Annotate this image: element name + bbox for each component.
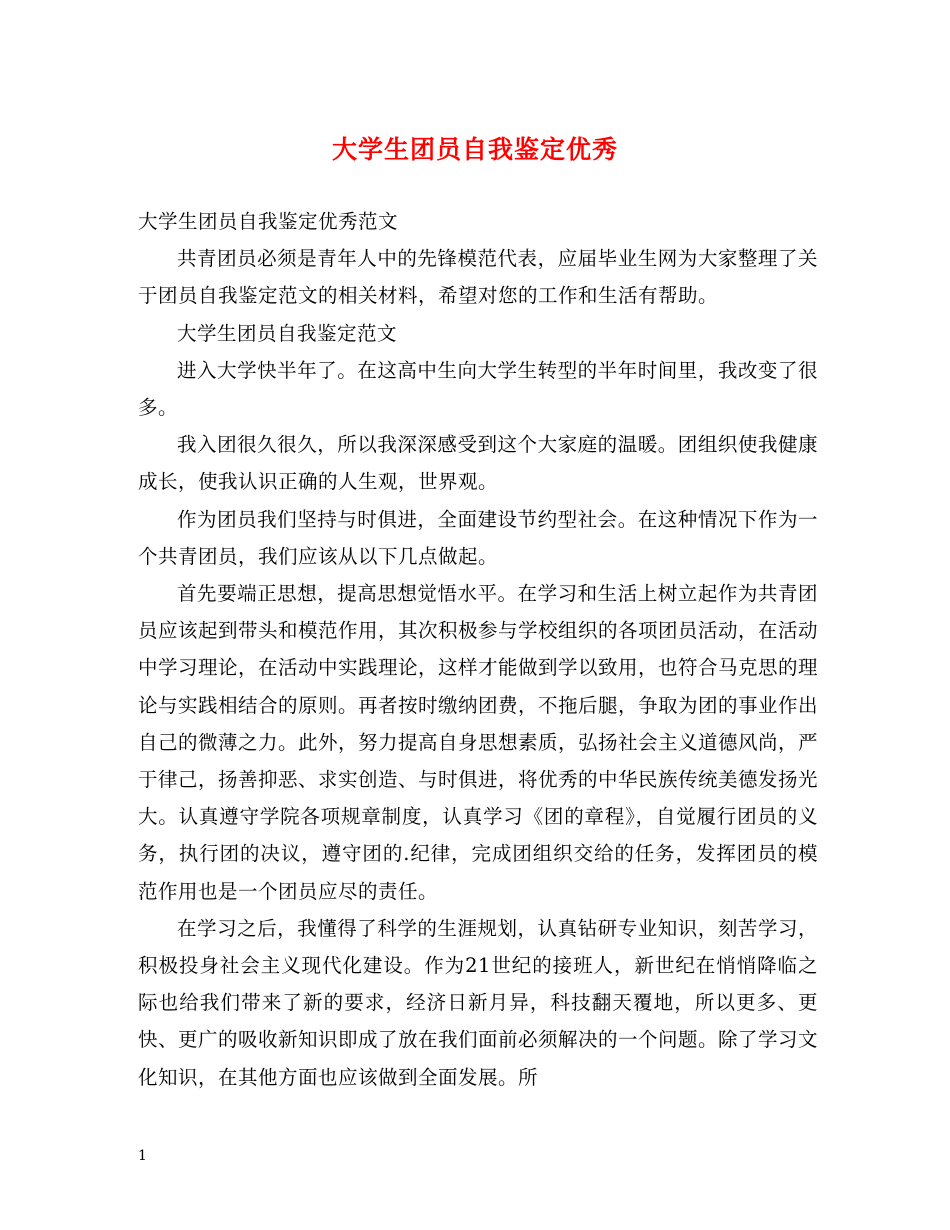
paragraph: 进入大学快半年了。在这高中生向大学生转型的半年时间里，我改变了很多。 [138, 358, 818, 420]
document-title: 大学生团员自我鉴定优秀 [331, 135, 618, 164]
paragraph: 我入团很久很久，所以我深深感受到这个大家庭的温暖。团组织使我健康成长，使我认识正确的人生观，世界观。 [138, 433, 818, 494]
paragraph: 首先要端正思想，提高思想觉悟水平。在学习和生活上树立起作为共青团员应该起到带头和模范作用，其次积极参与学校组织的各项团员活动，在活动中学习理论，在活动中实践理论，这样才能做到学以致用，也符合马克思的理论与实践相结合的原则。再者按时缴纳团费，不拖后腿，争取为团的事业作出自己的微薄之力。此外，努力提高自身思想素质，弘扬社会主义道德风尚，严于律己，扬善抑恶、求实创造、与时俱进，将优秀的中华民族传统美德发扬光大。认真遵守学院各项规章制度，认真学习《团的章程》，自觉履行团员的义务，执行团的决议，遵守团的.纪律，完成团组织交给的任务，发挥团员的模范作用也是一个团员应尽的责任。 [138, 582, 819, 903]
paragraph-section-heading: 大学生团员自我鉴定范文 [177, 321, 398, 345]
paragraph: 在学习之后，我懂得了科学的生涯规划，认真钻研专业知识，刻苦学习，积极投身社会主义现代化建设。作为21世纪的接班人，新世纪在悄悄降临之际也给我们带来了新的要求，经济日新月异，科技翻天覆地，所以更多、更快、更广的吸收新知识即成了放在我们面前必须解决的一个问题。除了学习文化知识，在其他方面也应该做到全面发展。所 [138, 916, 819, 1089]
paragraph-intro: 共青团员必须是青年人中的先锋模范代表，应届毕业生网为大家整理了关于团员自我鉴定范文的相关材料，希望对您的工作和生活有帮助。 [138, 247, 818, 308]
page-number: 1 [138, 1148, 147, 1164]
document-body [138, 203, 818, 1096]
paragraph-subtitle: 大学生团员自我鉴定优秀范文 [138, 210, 399, 233]
paragraph: 作为团员我们坚持与时俱进，全面建设节约型社会。在这种情况下作为一个共青团员，我们应该从以下几点做起。 [138, 507, 818, 568]
